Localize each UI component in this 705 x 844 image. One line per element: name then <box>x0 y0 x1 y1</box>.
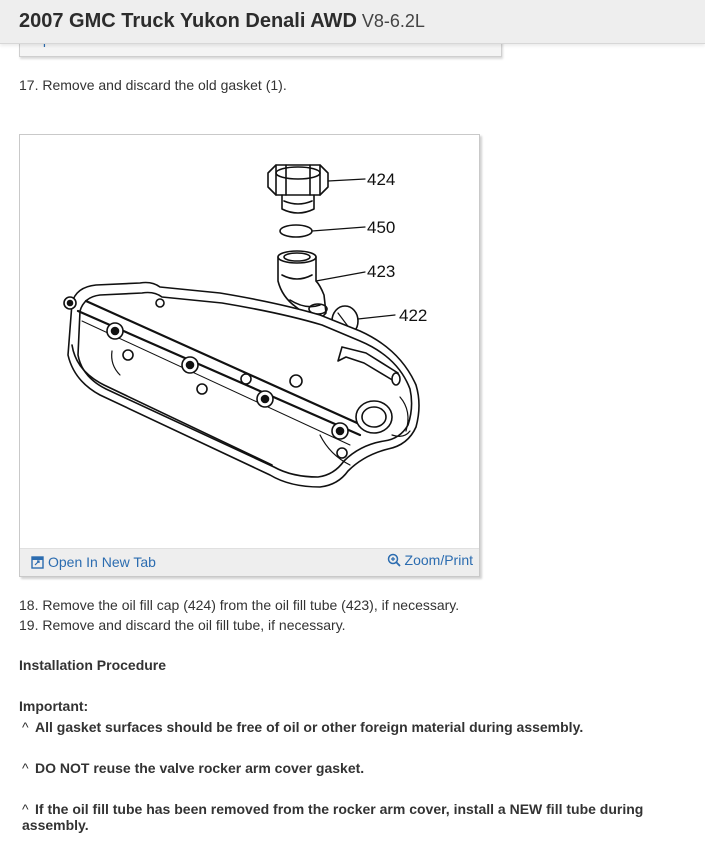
zoom-icon <box>387 553 401 567</box>
new-tab-icon <box>31 556 44 569</box>
note-text: All gasket surfaces should be free of oil or other foreign material during assembly. <box>35 719 584 735</box>
vehicle-title: 2007 GMC Truck Yukon Denali AWD <box>19 10 357 32</box>
page-header <box>0 0 705 44</box>
note-text: DO NOT reuse the valve rocker arm cover gasket. <box>35 760 365 776</box>
important-note-3 <box>22 801 705 833</box>
important-note-2 <box>22 760 364 776</box>
caret-icon: ^ <box>22 719 29 735</box>
zoom-print-label: Zoom/Print <box>404 552 473 568</box>
figure-valve-cover <box>19 134 480 577</box>
callout-450: 450 <box>367 218 396 237</box>
callout-424: 424 <box>367 170 396 189</box>
step-19: 19. Remove and discard the oil fill tube, if necessary. <box>19 617 346 633</box>
valve-rocker-cover-diagram <box>20 135 479 548</box>
callout-422: 422 <box>399 306 428 325</box>
step-17: 17. Remove and discard the old gasket (1). <box>19 77 287 93</box>
installation-procedure-heading: Installation Procedure <box>19 657 167 673</box>
caret-icon: ^ <box>22 801 29 817</box>
important-note-1 <box>22 719 583 735</box>
open-in-new-tab-link[interactable] <box>31 554 156 570</box>
important-label: Important: <box>19 698 89 714</box>
zoom-print-link[interactable] <box>387 552 473 568</box>
caret-icon: ^ <box>22 760 29 776</box>
note-text: If the oil fill tube has been removed from the rocker arm cover, install a NEW fill tube during assembly. <box>22 801 644 833</box>
open-in-new-tab-label: Open In New Tab <box>48 554 156 570</box>
step-18: 18. Remove the oil fill cap (424) from the oil fill tube (423), if necessary. <box>19 597 460 613</box>
engine-label: V8-6.2L <box>361 11 425 31</box>
callout-423: 423 <box>367 262 396 281</box>
figure-toolbar <box>20 548 479 576</box>
